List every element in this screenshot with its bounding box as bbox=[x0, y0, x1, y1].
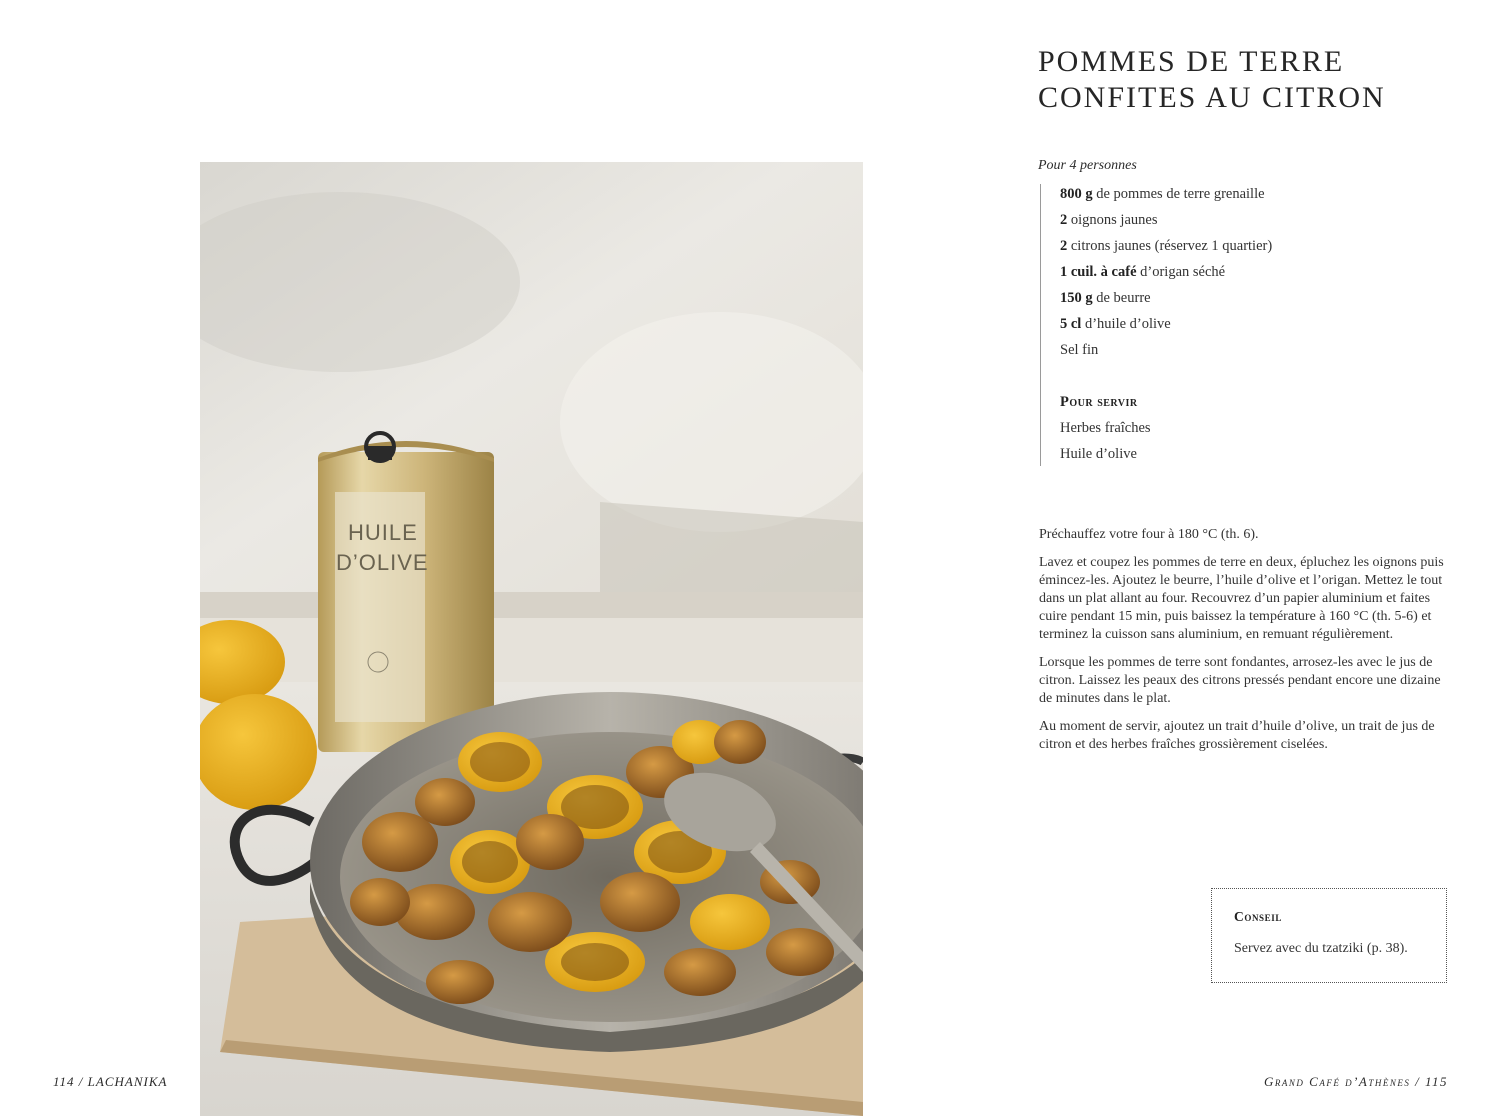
folio-left: 114 / LACHANIKA bbox=[53, 1074, 168, 1089]
tip-text: Servez avec du tzatziki (p. 38). bbox=[1234, 941, 1408, 956]
ingredient-text: de pommes de terre grenaille bbox=[1096, 186, 1265, 202]
ingredient-item bbox=[1060, 288, 1440, 314]
ingredient-list bbox=[1040, 184, 1440, 466]
servings: Pour 4 personnes bbox=[1038, 158, 1137, 173]
ingredient-item bbox=[1060, 262, 1440, 288]
ingredient-text: d’origan séché bbox=[1140, 264, 1226, 280]
recipe-title-line-2: CONFITES AU CITRON bbox=[1038, 81, 1386, 114]
recipe-title bbox=[1038, 44, 1478, 116]
ingredient-item bbox=[1060, 340, 1440, 366]
recipe-step: Au moment de servir, ajoutez un trait d’huile d’olive, un trait de jus de citron et des herbes fraîches grossièrement ciselées. bbox=[1039, 719, 1435, 752]
recipe-step: Lavez et coupez les pommes de terre en deux, épluchez les oignons puis émincez-les. Ajoutez le beurre, l’huile d’olive et l’origan. Mettez le tout dans un plat allant au four. Recouvrez d’un papier aluminium et faites cuire pendant 15 min, puis baissez la température à 160 °C (th. 5-6) et terminez la cuisson sans aluminium, en remuant régulièrement. bbox=[1039, 555, 1444, 642]
recipe-step: Lorsque les pommes de terre sont fondantes, arrosez-les avec le jus de citron. Laissez les peaux des citrons pressés pendant encore une dizaine de minutes dans le plat. bbox=[1039, 655, 1441, 706]
can-label-line1: HUILE bbox=[348, 520, 418, 545]
ingredient-qty: 2 bbox=[1060, 238, 1068, 254]
ingredient-qty: 5 cl bbox=[1060, 316, 1082, 332]
ingredient-item bbox=[1060, 184, 1440, 210]
ingredient-item bbox=[1060, 236, 1440, 262]
ingredient-qty: 1 cuil. à café bbox=[1060, 264, 1137, 280]
to-serve-heading: Pour servir bbox=[1060, 394, 1138, 410]
ingredient-qty: 150 g bbox=[1060, 290, 1093, 306]
can-label-line2: D’OLIVE bbox=[336, 550, 429, 575]
ingredient-item bbox=[1060, 210, 1440, 236]
ingredient-text: d’huile d’olive bbox=[1084, 316, 1171, 332]
recipe-photo bbox=[200, 162, 863, 1116]
ingredient-text: Sel fin bbox=[1060, 342, 1099, 358]
ingredient-text: oignons jaunes bbox=[1070, 212, 1158, 228]
ingredient-qty: 800 g bbox=[1060, 186, 1093, 202]
ingredient-qty: 2 bbox=[1060, 212, 1068, 228]
tip-heading: Conseil bbox=[1234, 909, 1282, 924]
to-serve-item: Herbes fraîches bbox=[1060, 420, 1151, 436]
tip-box bbox=[1211, 888, 1447, 983]
folio-right: Grand Café d’Athènes / 115 bbox=[1264, 1074, 1448, 1089]
ingredient-item bbox=[1060, 314, 1440, 340]
ingredient-text: de beurre bbox=[1096, 290, 1151, 306]
recipe-step: Préchauffez votre four à 180 °C (th. 6). bbox=[1039, 527, 1259, 542]
recipe-steps bbox=[1039, 526, 1451, 764]
recipe-photo-illustration bbox=[200, 162, 863, 1116]
to-serve-item: Huile d’olive bbox=[1060, 446, 1137, 462]
recipe-title-line-1: POMMES DE TERRE bbox=[1038, 45, 1345, 78]
ingredient-text: citrons jaunes (réservez 1 quartier) bbox=[1070, 238, 1273, 254]
